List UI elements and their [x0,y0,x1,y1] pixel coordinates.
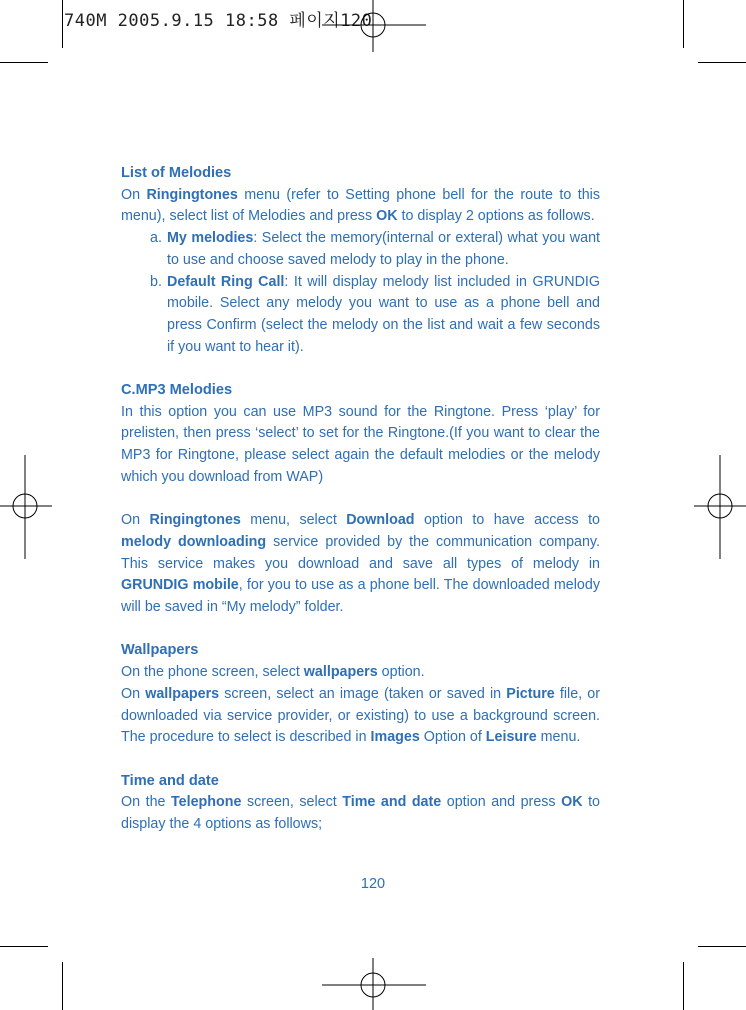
page-content [121,163,600,836]
registration-mark-left-icon [0,455,52,559]
registration-mark-right-icon [694,455,746,559]
wallpapers-paragraph-2: On wallpapers screen, select an image (taken or saved in Picture file, or downloaded via service provider, or existing) to use a background screen. The procedure to select is described in Images Option of Leisure menu. [121,685,601,746]
list-item-my-melodies [121,228,600,271]
list-item-label: b. [150,273,162,290]
registration-mark-bottom-icon [322,958,426,1010]
section-title-mp3: C.MP3 Melodies [121,382,233,399]
melodies-intro: On Ringingtones menu (refer to Setting phone bell for the route to this menu), select list of Melodies and press OK to display 2 options as follows. [121,186,600,225]
list-item-term: Default Ring Call [167,273,285,290]
section-title-wallpapers: Wallpapers [121,642,199,659]
mp3-paragraph-1: In this option you can use MP3 sound for the Ringtone. Press ‘play’ for prelisten, then press ‘select’ to set for the Ringtone.(If you want to clear the MP3 for Ringtone, please select again the default melodies or the melody which you download from WAP) [121,403,600,485]
section-title-time-date: Time and date [121,772,219,789]
list-item-text: : It will display melody list included in GRUNDIG mobile. Select any melody you want to use as a phone bell and press Confirm (select the melody on the list and wait a few seconds if you want to hear it). [167,273,600,355]
mp3-paragraph-2: On Ringingtones menu, select Download option to have access to melody downloading service provided by the communication company. This service makes you download and save all types of melody in GRUNDIG mobile, for you to use as a phone bell. The downloaded melody will be saved in “My melody” folder. [121,512,600,616]
print-header-stamp: 740M 2005.9.15 18:58 페이지120 [64,11,373,31]
list-item-text: : Select the memory(internal or exteral) what you want to use and choose saved melody to play in the phone. [167,230,601,268]
list-item-term: My melodies [167,230,254,247]
page-number: 120 [360,876,386,892]
time-paragraph-1: On the Telephone screen, select Time and date option and press OK to display the 4 options as follows; [121,794,600,833]
list-item-label: a. [150,230,162,247]
section-title-melodies: List of Melodies [121,165,232,181]
list-item-default-ring-call [121,272,600,359]
registration-mark-top-icon [322,0,426,52]
wallpapers-paragraph-1: On the phone screen, select wallpapers option. [121,664,425,681]
